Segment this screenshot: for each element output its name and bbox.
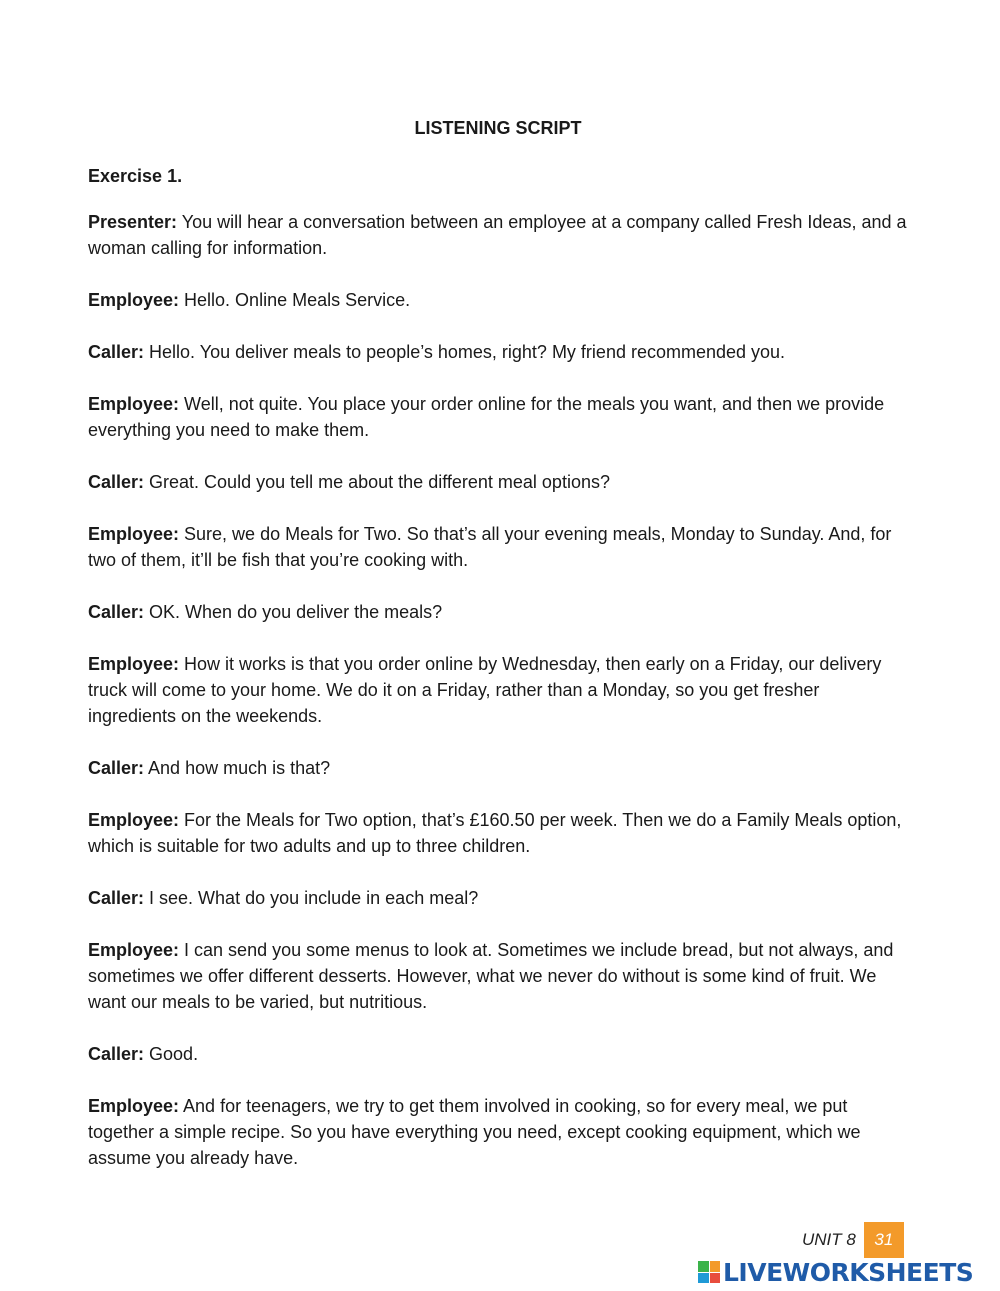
paragraph-text: Good. [144, 1044, 199, 1064]
liveworksheets-logo-icon [698, 1261, 720, 1283]
script-paragraph [88, 521, 908, 573]
script-paragraph [88, 755, 908, 781]
unit-label: UNIT 8 [802, 1230, 856, 1249]
paragraph-text: Well, not quite. You place your order online for the meals you want, and then we provide everything you need to make them. [88, 394, 885, 440]
unit-footer [802, 1222, 904, 1258]
paragraph-text: I can send you some menus to look at. Sometimes we include bread, but not always, and sometimes we offer different desserts. However, what we never do without is some kind of fruit. We want our meals to be varied, but nutritious. [88, 940, 894, 1012]
speaker-label: Caller: [88, 758, 145, 778]
paragraph-text: OK. When do you deliver the meals? [144, 602, 443, 622]
paragraph-text: How it works is that you order online by Wednesday, then early on a Friday, our delivery truck will come to your home. We do it on a Friday, rather than a Monday, so you get fresher ingredients on the weekends. [88, 654, 882, 726]
script-paragraph [88, 469, 908, 495]
speaker-label: Employee: [88, 654, 180, 674]
paragraph-text: You will hear a conversation between an employee at a company called Fresh Ideas, and a woman calling for information. [88, 212, 907, 258]
script-paragraph [88, 209, 908, 261]
script-paragraph [88, 937, 908, 1015]
speaker-label: Employee: [88, 394, 180, 414]
speaker-label: Caller: [88, 472, 145, 492]
liveworksheets-brand[interactable] [698, 1258, 973, 1286]
script-paragraph [88, 339, 908, 365]
speaker-label: Employee: [88, 290, 180, 310]
document-page [88, 116, 908, 1197]
script-paragraph [88, 599, 908, 625]
paragraph-text: For the Meals for Two option, that’s £160.50 per week. Then we do a Family Meals option, which is suitable for two adults and up to three children. [88, 810, 902, 856]
page-number-badge: 31 [864, 1222, 904, 1258]
speaker-label: Caller: [88, 342, 145, 362]
script-paragraph [88, 651, 908, 729]
speaker-label: Caller: [88, 1044, 145, 1064]
speaker-label: Employee: [88, 810, 180, 830]
speaker-label: Presenter: [88, 212, 178, 232]
paragraph-text: Hello. Online Meals Service. [179, 290, 411, 310]
speaker-label: Employee: [88, 1096, 180, 1116]
script-paragraph [88, 287, 908, 313]
speaker-label: Employee: [88, 524, 180, 544]
script-paragraph [88, 1093, 908, 1171]
script-paragraph [88, 1041, 908, 1067]
brand-name: LIVEWORKSHEETS [723, 1257, 974, 1287]
script-paragraph [88, 807, 908, 859]
page-title: LISTENING SCRIPT [414, 118, 582, 138]
script-paragraph [88, 391, 908, 443]
paragraph-text: Hello. You deliver meals to people’s homes, right? My friend recommended you. [144, 342, 786, 362]
speaker-label: Employee: [88, 940, 180, 960]
speaker-label: Caller: [88, 888, 145, 908]
speaker-label: Caller: [88, 602, 145, 622]
paragraph-text: Sure, we do Meals for Two. So that’s all your evening meals, Monday to Sunday. And, for two of them, it’ll be fish that you’re cooking with. [88, 524, 892, 570]
script-paragraph [88, 885, 908, 911]
paragraph-text: And how much is that? [144, 758, 331, 778]
exercise-heading: Exercise 1. [88, 166, 183, 186]
paragraph-text: And for teenagers, we try to get them involved in cooking, so for every meal, we put together a simple recipe. So you have everything you need, except cooking equipment, which we assume you already have. [88, 1096, 861, 1168]
paragraph-text: Great. Could you tell me about the different meal options? [144, 472, 610, 492]
paragraph-text: I see. What do you include in each meal? [144, 888, 479, 908]
